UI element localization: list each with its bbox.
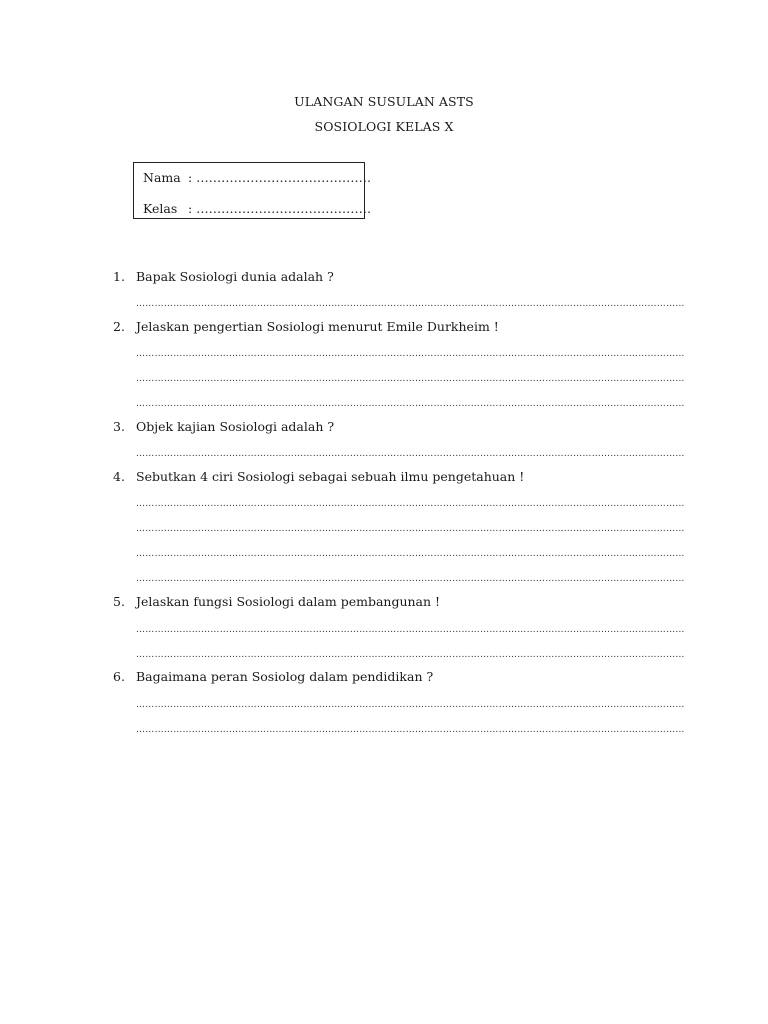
question-number: 2. (113, 319, 125, 334)
question-number: 4. (113, 469, 125, 484)
answer-line[interactable]: …………………………………………………………………………………………………………………………………………………………… (136, 499, 685, 509)
answer-line[interactable]: …………………………………………………………………………………………………………………………………………………………… (136, 574, 685, 584)
student-identity-box (133, 162, 372, 219)
answer-line[interactable]: …………………………………………………………………………………………………………………………………………………………… (136, 625, 685, 635)
answer-line[interactable]: …………………………………………………………………………………………………………………………………………………………… (136, 399, 685, 409)
question-text: Bagaimana peran Sosiolog dalam pendidikan ? (136, 669, 434, 684)
class-label: Kelas (143, 201, 178, 216)
answer-line[interactable]: …………………………………………………………………………………………………………………………………………………………… (136, 650, 685, 660)
answer-line[interactable]: …………………………………………………………………………………………………………………………………………………………… (136, 549, 685, 559)
name-field[interactable]: : …………………………………… (188, 170, 372, 185)
class-row (143, 201, 371, 216)
name-row (143, 170, 371, 185)
question-number: 1. (113, 269, 125, 284)
answer-line[interactable]: …………………………………………………………………………………………………………………………………………………………… (136, 725, 685, 735)
name-label: Nama (143, 170, 181, 185)
answer-line[interactable]: …………………………………………………………………………………………………………………………………………………………… (136, 524, 685, 534)
worksheet-title: ULANGAN SUSULAN ASTS (294, 94, 474, 109)
answer-line[interactable]: …………………………………………………………………………………………………………………………………………………………… (136, 374, 685, 384)
question-number: 3. (113, 419, 125, 434)
answer-line[interactable]: …………………………………………………………………………………………………………………………………………………………… (136, 349, 685, 359)
answer-line[interactable]: …………………………………………………………………………………………………………………………………………………………… (136, 700, 685, 710)
question-text: Bapak Sosiologi dunia adalah ? (136, 269, 334, 284)
answer-line[interactable]: …………………………………………………………………………………………………………………………………………………………… (136, 299, 685, 309)
question-number: 6. (113, 669, 125, 684)
question-text: Objek kajian Sosiologi adalah ? (136, 419, 335, 434)
answer-line[interactable]: …………………………………………………………………………………………………………………………………………………………… (136, 449, 685, 459)
worksheet-subtitle: SOSIOLOGI KELAS X (314, 119, 454, 134)
question-number: 5. (113, 594, 125, 609)
question-text: Jelaskan pengertian Sosiologi menurut Emile Durkheim ! (136, 319, 499, 334)
question-text: Jelaskan fungsi Sosiologi dalam pembangunan ! (136, 594, 441, 609)
class-field[interactable]: : …………………………………… (188, 201, 372, 216)
question-text: Sebutkan 4 ciri Sosiologi sebagai sebuah ilmu pengetahuan ! (136, 469, 525, 484)
